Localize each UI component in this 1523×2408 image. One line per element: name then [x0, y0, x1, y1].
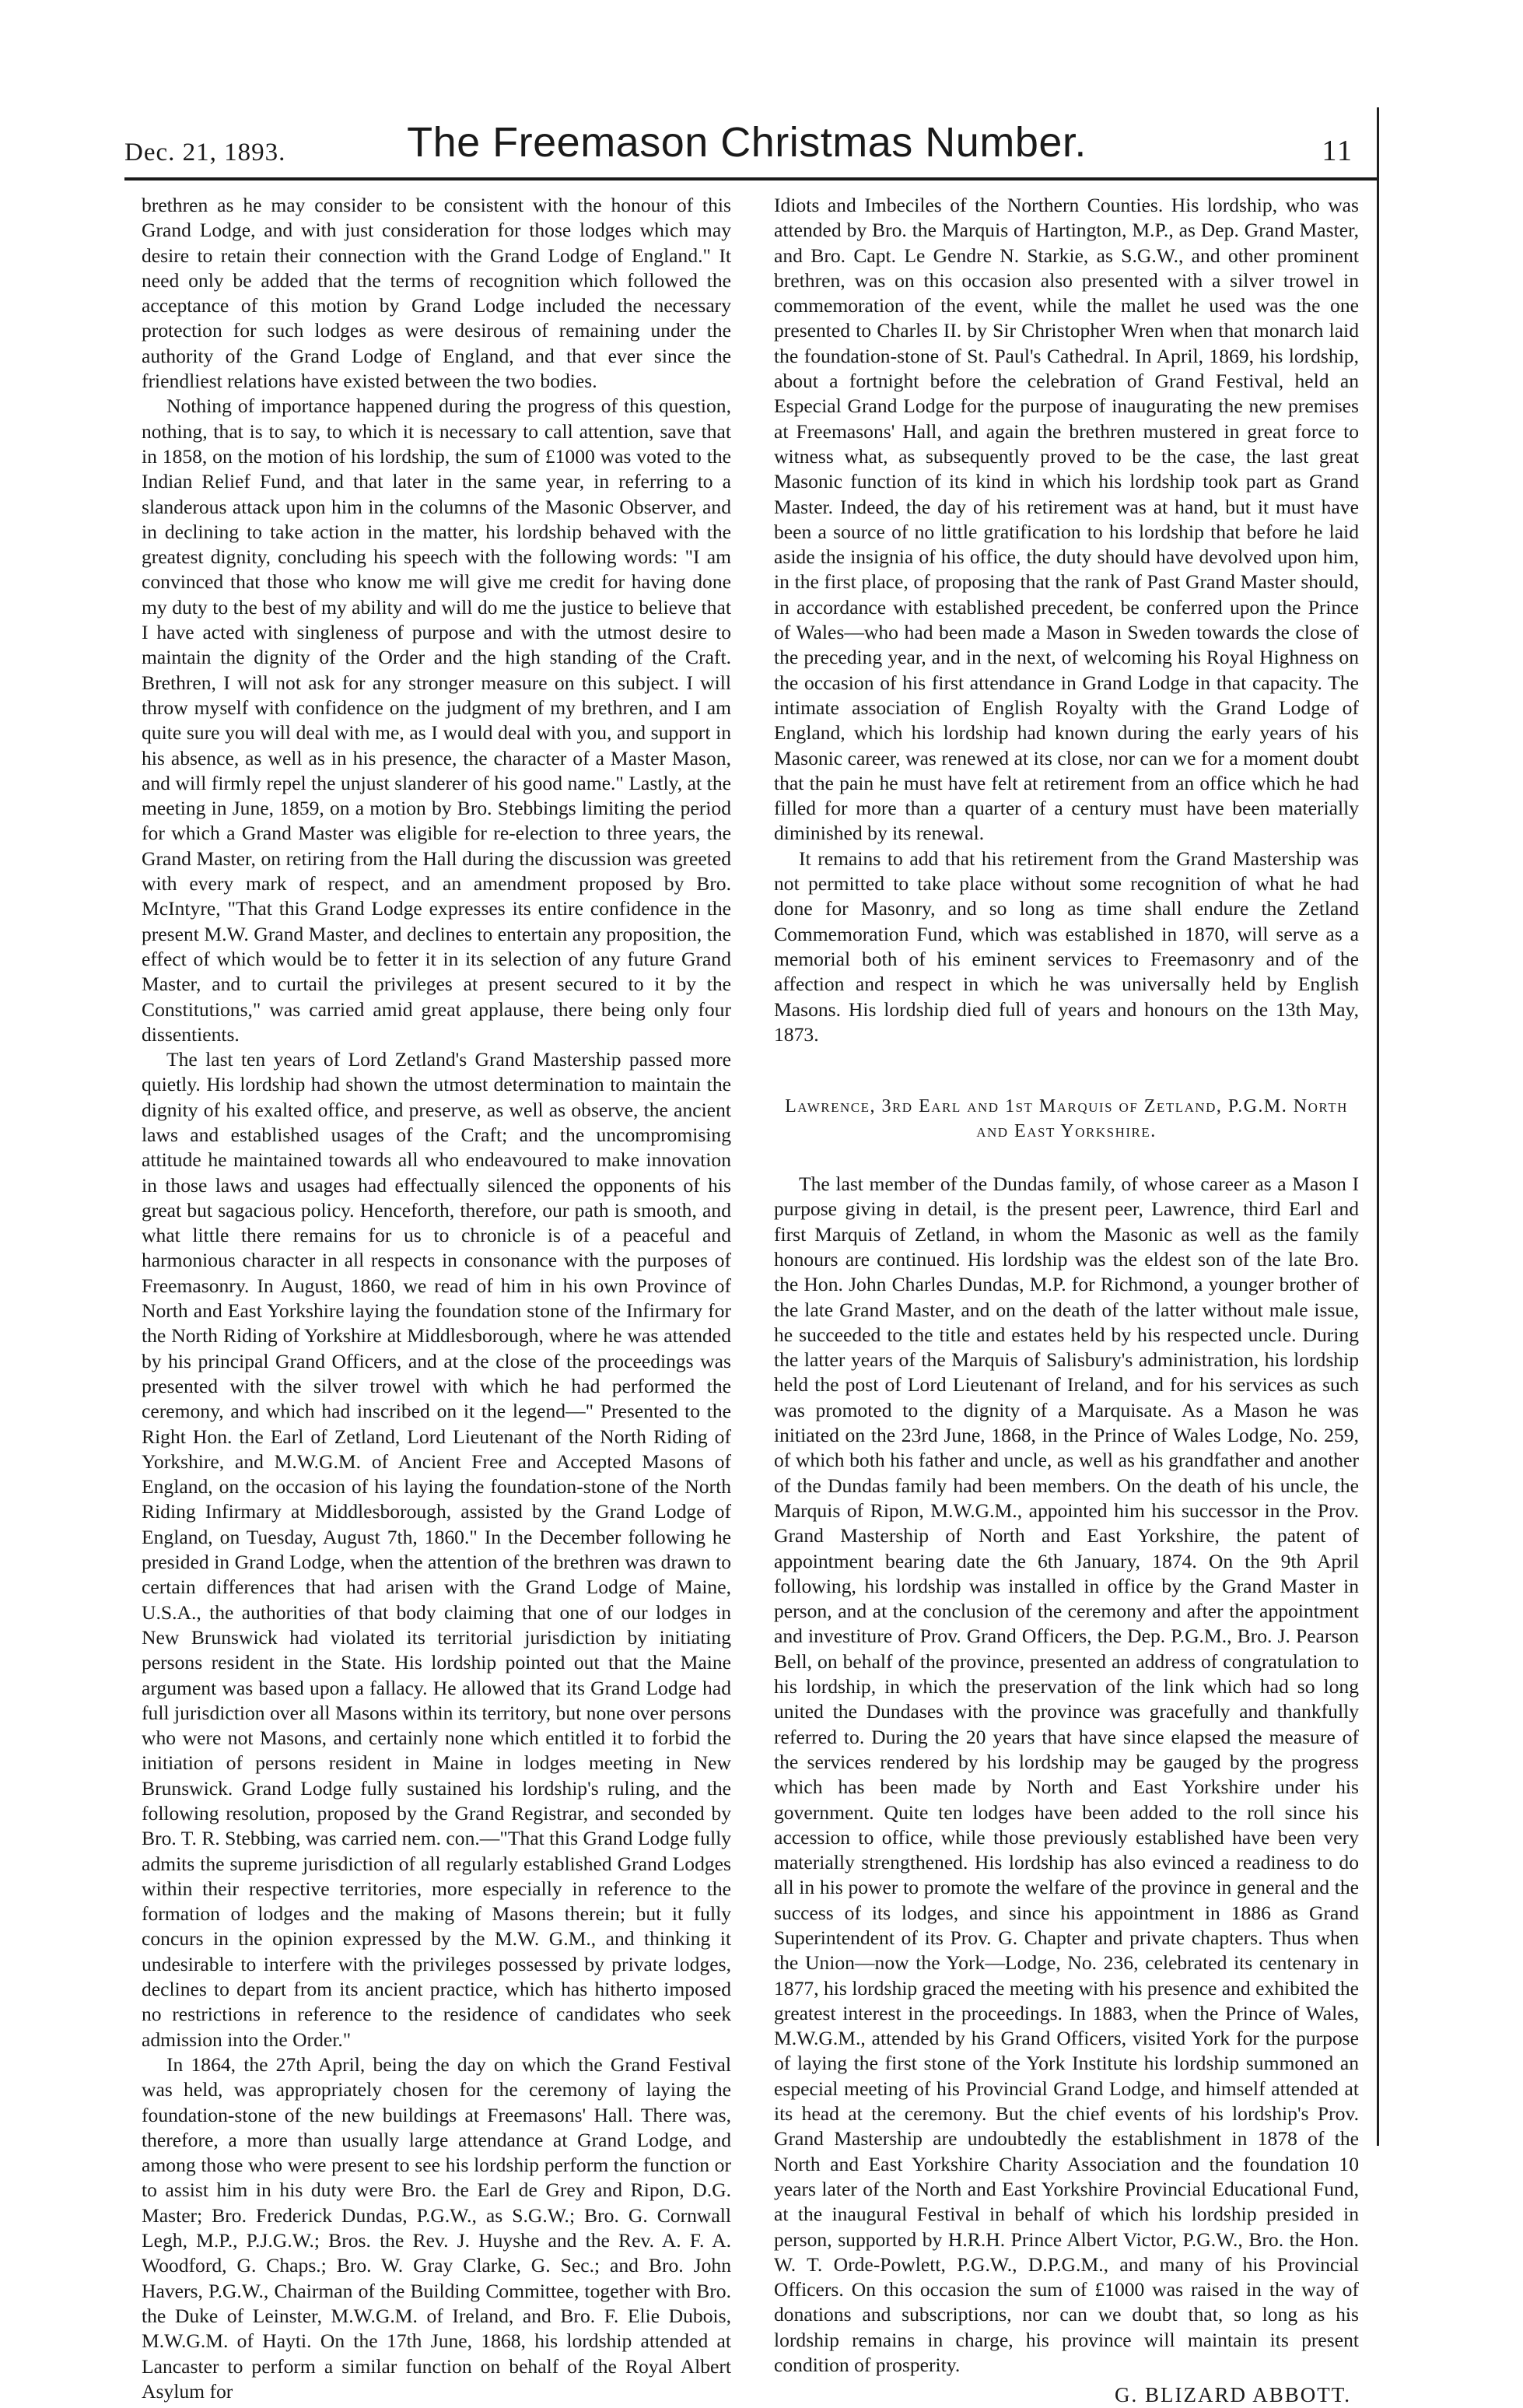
- paragraph: The last ten years of Lord Zetland's Grand Mastership passed more quietly. His lordship had shown the utmost determination to maintain the dignity of his exalted office, and preserve, as well as observe, the ancient laws and established usages of the Craft; and the uncompromising attitude he maintained towards all who endeavoured to make innovation in those laws and usages had effectually silenced the opponents of his great but sagacious policy. Henceforth, therefore, our path is smooth, and what little there remains for us to chronicle is of a peaceful and harmonious character in all respects in consonance with the purposes of Freemasonry. In August, 1860, we read of him in his own Province of North and East Yorkshire laying the foundation stone of the Infirmary for the North Riding of Yorkshire at Middlesborough, where he was attended by his principal Grand Officers, and at the close of the proceedings was presented with the silver trowel with which he had performed the ceremony, and which had inscribed on it the legend—" Presented to the Right Hon. the Earl of Zetland, Lord Lieutenant of the North Riding of Yorkshire, and M.W.G.M. of Ancient Free and Accepted Masons of England, on the occasion of his laying the foundation-stone of the North Riding Infirmary at Middlesborough, assisted by the Grand Lodge of England, on Tuesday, August 7th, 1860." In the December following he presided in Grand Lodge, when the attention of the brethren was drawn to certain differences that had arisen with the Grand Lodge of Maine, U.S.A., the authorities of that body claiming that one of our lodges in New Brunswick had violated its territorial jurisdiction by initiating persons resident in the State. His lordship pointed out that the Maine argument was based upon a fallacy. He allowed that its Grand Lodge had full jurisdiction over all Masons within its territory, but none over persons who were not Masons, and certainly none which entitled it to forbid the initiation of persons resident in Maine in lodges meeting in New Brunswick. Grand Lodge fully sustained his lordship's ruling, and the following resolution, proposed by the Grand Registrar, and seconded by Bro. T. R. Stebbing, was carried nem. con.—"That this Grand Lodge fully admits the supreme jurisdiction of all regularly established Grand Lodges within their respective territories, more especially in reference to the formation of lodges and the making of Masons therein; but it fully concurs in the opinion expressed by the M.W. G.M., and thinking it undesirable to interfere with the privileges possessed by private lodges, declines to depart from its ancient practice, which has hitherto imposed no restrictions in reference to the residence of candidates who seek admission into the Order.": [142, 1048, 731, 2051]
- paragraph: The last member of the Dundas family, of whose career as a Mason I purpose giving in detail, is the present peer, Lawrence, third Earl and first Marquis of Zetland, in whom the Masonic as well as the family honours are continued. His lordship was the eldest son of the late Bro. the Hon. John Charles Dundas, M.P. for Richmond, a younger brother of the late Grand Master, and on the death of the latter without male issue, he succeeded to the title and estates held by his respected uncle. During the latter years of the Marquis of Salisbury's administration, his lordship held the post of Lord Lieutenant of Ireland, and for his services as such was promoted to the dignity of a Marquisate. As a Mason he was initiated on the 23rd June, 1868, in the Prince of Wales Lodge, No. 259, of which both his father and uncle, as well as his grandfather and another of the Dundas family had been members. On the death of his uncle, the Marquis of Ripon, M.W.G.M., appointed him his successor in the Prov. Grand Mastership of North and East Yorkshire, the patent of appointment bearing date the 6th January, 1874. On the 9th April following, his lordship was installed in office by the Grand Master in person, and at the conclusion of the ceremony and after the appointment and investiture of Prov. Grand Officers, the Dep. P.G.M., Bro. J. Pearson Bell, on behalf of the province, presented an address of congratulation to his lordship, in which the preservation of the link which had so long united the Dundases with the province was gracefully and thankfully referred to. During the 20 years that have since elapsed the measure of the services rendered by his lordship may be gauged by the progress which has been made by North and East Yorkshire under his government. Quite ten lodges have been added to the roll since his accession to office, while those previously established have been very materially strengthened. His lordship has also evinced a readiness to do all in his power to promote the welfare of the province in general and the success of its lodges, and since his appointment in 1886 as Grand Superintendent of its Prov. G. Chapter and private chapters. Thus when the Union—now the York—Lodge, No. 236, celebrated its centenary in 1877, his lordship graced the meeting with his presence and exhibited the greatest interest in the proceedings. In 1883, when the Prince of Wales, M.W.G.M., attended by his Grand Officers, visited York for the purpose of laying the first stone of the York Institute his lordship summoned an especial meeting of his Provincial Grand Lodge, and himself attended at its head at the ceremony. But the chief events of his lordship's Prov. Grand Mastership are undoubtedly the establishment in 1878 of the North and East Yorkshire Charity Association and the foundation 10 years later of the North and East Yorkshire Provincial Educational Fund, at the inaugural Festival in behalf of which his lordship presided in person, supported by H.R.H. Prince Albert Victor, P.G.W., Bro. the Hon. W. T. Orde-Powlett, P.G.W., D.P.G.M., and many of his Provincial Officers. On this occasion the sum of £1000 was raised in the way of donations and subscriptions, nor can we doubt that, so long as his lordship remains in charge, his province will maintain its present condition of prosperity.: [774, 1172, 1359, 2377]
- author-signature: G. BLIZARD ABBOTT.: [1115, 2383, 1351, 2407]
- left-column: [142, 193, 731, 2404]
- section-heading-line: Lawrence, 3rd Earl and 1st Marquis of Zetland, P.G.M. North: [785, 1096, 1348, 1117]
- paragraph: Nothing of importance happened during the progress of this question, nothing, that is to say, to which it is necessary to call attention, save that in 1858, on the motion of his lordship, the sum of £1000 was voted to the Indian Relief Fund, and that later in the same year, in referring to a slanderous attack upon him in the columns of the Masonic Observer, and in declining to take action in the matter, his lordship behaved with the greatest dignity, concluding his speech with the following words: "I am convinced that those who know me will give me credit for having done my duty to the best of my ability and will do me the justice to believe that I have acted with singleness of purpose and with the utmost desire to maintain the dignity of the Order and the high standing of the Craft. Brethren, I will not ask for any stronger measure on this subject. I will throw myself with confidence on the judgment of my brethren, and I am quite sure you will deal with me, as I would deal with you, and support in his absence, as well as in his presence, the character of a Master Mason, and will firmly repel the unjust slanderer of his good name." Lastly, at the meeting in June, 1859, on a motion by Bro. Stebbings limiting the period for which a Grand Master was eligible for re-election to three years, the Grand Master, on retiring from the Hall during the discussion was greeted with every mark of respect, and an amendment proposed by Bro. McIntyre, "That this Grand Lodge expresses its entire confidence in the present M.W. Grand Master, and declines to entertain any proposition, the effect of which would be to fetter it in its selection of any future Grand Master, and to curtail the privileges at present secured to it by the Constitutions," was carried amid great applause, there being only four dissentients.: [142, 394, 731, 1046]
- right-column: [774, 193, 1359, 2408]
- right-margin-rule: [1377, 107, 1379, 2146]
- header-rule: [124, 177, 1377, 181]
- issue-date: Dec. 21, 1893.: [124, 138, 286, 166]
- paragraph: brethren as he may consider to be consistent with the honour of this Grand Lodge, and with just consideration for those lodges which may desire to retain their connection with the Grand Lodge of England." It need only be added that the terms of recognition which followed the acceptance of this motion by Grand Lodge included the necessary protection for such lodges as were desirous of remaining under the authority of the Grand Lodge of England, and that ever since the friendliest relations have existed between the two bodies.: [142, 194, 731, 393]
- section-heading: [774, 1094, 1359, 1144]
- paragraph: It remains to add that his retirement from the Grand Mastership was not permitted to take place without some recognition of what he had done for Masonry, and so long as time shall endure the Zetland Commemoration Fund, which was established in 1870, will serve as a memorial both of his eminent services to Freemasonry and of the affection and respect in which he was universally held by English Masons. His lordship died full of years and honours on the 13th May, 1873.: [774, 846, 1359, 1046]
- paragraph: Idiots and Imbeciles of the Northern Counties. His lordship, who was attended by Bro. the Marquis of Hartington, M.P., as Dep. Grand Master, and Bro. Capt. Le Gendre N. Starkie, as S.G.W., and other prominent brethren, was on this occasion also presented with a silver trowel in commemoration of the event, while the mallet he used was the one presented to Charles II. by Sir Christopher Wren when that monarch laid the foundation-stone of St. Paul's Cathedral. In April, 1869, his lordship, about a fortnight before the celebration of Grand Festival, held an Especial Grand Lodge for the purpose of inaugurating the new premises at Freemasons' Hall, and again the brethren mustered in great force to witness what, as subsequently proved to be the case, the last great Masonic function of its kind in which his lordship took part as Grand Master. Indeed, the day of his retirement was at hand, but it must have been a source of no little gratification to his lordship that before he laid aside the insignia of his office, the duty should have devolved upon him, in the first place, of proposing that the rank of Past Grand Master should, in accordance with established precedent, be conferred upon the Prince of Wales—who had been made a Mason in Sweden towards the close of the preceding year, and in the next, of welcoming his Royal Highness on the occasion of his first attendance in Grand Lodge in that capacity. The intimate association of English Royalty with the Grand Lodge of England, which his lordship had known during the early years of his Masonic career, was renewed at its close, nor can we for a moment doubt that the pain he must have felt at retirement from an office which he had filled for more than a quarter of a century must have been materially diminished by its renewal.: [774, 194, 1359, 845]
- section-heading-line: and East Yorkshire.: [976, 1121, 1157, 1142]
- page-header: [124, 109, 1369, 179]
- publication-title: The Freemason Christmas Number.: [407, 119, 1087, 166]
- paragraph: In 1864, the 27th April, being the day on which the Grand Festival was held, was appropriately chosen for the ceremony of laying the foundation-stone of the new buildings at Freemasons' Hall. There was, therefore, a more than usually large attendance at Grand Lodge, and among those who were present to see his lordship perform the function or to assist him in his duty were Bro. the Earl de Grey and Ripon, D.G. Master; Bro. Frederick Dundas, P.G.W., as S.G.W.; Bro. G. Cornwall Legh, M.P., P.J.G.W.; Bros. the Rev. J. Huyshe and the Rev. A. F. A. Woodford, G. Chaps.; Bro. W. Gray Clarke, G. Sec.; and Bro. John Havers, P.G.W., Chairman of the Building Committee, together with Bro. the Duke of Leinster, M.W.G.M. of Ireland, and Bro. F. Elie Dubois, M.W.G.M. of Hayti. On the 17th June, 1868, his lordship attended at Lancaster to perform a similar function on behalf of the Royal Albert Asylum for: [142, 2052, 731, 2403]
- page-number: 11: [1322, 135, 1353, 167]
